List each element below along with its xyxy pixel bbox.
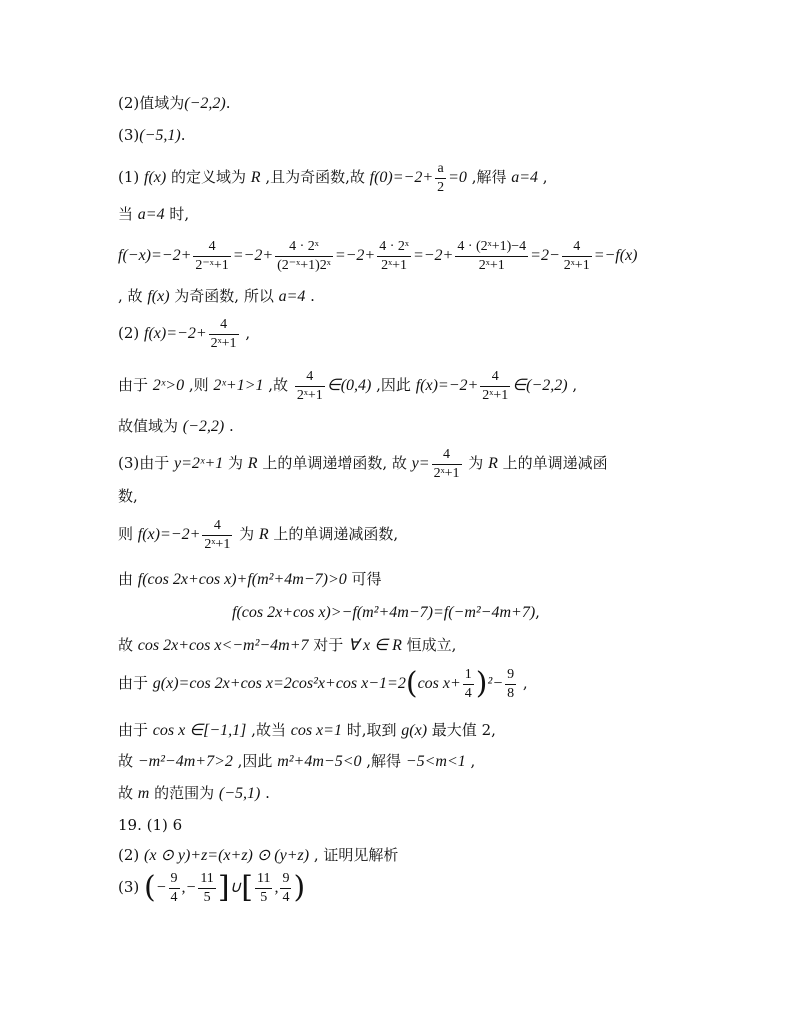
fraction [280,870,291,906]
fraction-denominator: 2ˣ+1 [204,536,231,552]
math-expression: R [250,169,261,186]
math-expression: =0 [448,169,467,186]
line-10 [118,446,608,482]
line-17 [118,721,496,740]
line-9 [118,417,234,436]
fraction [435,160,446,196]
fraction-denominator: 2ˣ+1 [433,465,460,481]
math-expression: ∈(0,4) [326,377,372,394]
math-expression: (−5,1) [139,127,181,144]
math-expression: =2− [530,247,560,264]
math-expression: f(cos 2x+cos x)>−f(m²+4m−7)=f(−m²−4m+7) [232,604,536,621]
text-run: (3) [118,878,145,896]
line-7 [118,316,250,352]
fraction [255,870,272,906]
text-run: ,解得 [466,168,512,186]
math-expression: −m²−4m+7>2 [137,753,233,770]
text-run: 恒成立, [401,636,457,654]
fraction-numerator: a [435,160,446,179]
math-expression: m [137,785,150,802]
text-run: 故 [118,636,138,654]
line-8 [118,368,577,404]
fraction-denominator: 8 [507,685,515,701]
math-expression: =−2+ [334,247,376,264]
text-run: 为奇函数, 所以 [169,287,279,305]
line-11 [118,487,138,505]
fraction-denominator: 4 [170,889,178,905]
line-13 [118,570,382,589]
text-run: , [518,674,528,692]
fraction-denominator: 2 [437,179,445,195]
text-run: 故 [118,784,138,802]
text-run: , [567,376,578,394]
math-expression: (−2,2) [184,95,226,112]
text-run: 对于 [308,636,349,654]
fraction [295,368,325,404]
math-expression: R [488,455,498,472]
line-12 [118,517,398,553]
fraction-denominator: 2ˣ+1 [210,335,237,351]
line-3 [118,160,548,196]
math-expression: −5<m<1 [405,753,466,770]
large-bracket: [ [241,870,253,905]
text-run: . [224,417,234,435]
large-bracket: ( [405,666,418,701]
fraction-denominator: 2ˣ+1 [482,387,509,403]
text-run: , [240,324,251,342]
text-run: 19. (1) 6 [118,816,183,834]
math-expression: f(−x)=−2+ [118,247,192,264]
text-run: 为 [463,454,489,472]
fraction-numerator: 4 · 2ˣ [377,238,411,257]
math-expression: R [258,526,269,543]
large-bracket: ) [475,666,488,701]
line-6 [118,287,315,306]
text-run: , [465,752,476,770]
fraction-numerator: 4 [480,368,510,387]
line-18 [118,752,475,771]
math-expression: y=2ˣ+1 [174,455,224,472]
text-run: (2)值域为 [118,94,185,112]
fraction-denominator: 4 [282,889,290,905]
math-expression: f(cos 2x+cos x)+f(m²+4m−7)>0 [137,571,347,588]
fraction [432,446,462,482]
math-expression: − [155,879,167,896]
fraction-numerator: 9 [280,870,291,889]
text-run: 由于 [118,674,153,692]
line-19 [118,784,270,803]
math-expression: a=4 [511,169,539,186]
fraction-denominator: 2ˣ+1 [381,257,408,273]
text-run: 可得 [346,570,382,588]
text-run: 上的单调递减函 [497,454,608,472]
text-run: 的范围为 [149,784,219,802]
math-expression: y= [411,455,430,472]
fraction-numerator: 4 [562,238,592,257]
large-bracket: ] [217,870,230,905]
line-2 [118,126,185,145]
fraction-numerator: 4 [295,368,325,387]
text-run: . [225,94,231,112]
fraction [198,870,215,906]
fraction-numerator: 9 [505,666,516,685]
fraction-denominator: 2ˣ+1 [478,257,505,273]
fraction-denominator: 2⁻ˣ+1 [195,257,229,273]
text-run: (2) [118,846,145,864]
fraction-numerator: 4 [432,446,462,465]
math-expression: ²− [487,675,504,692]
text-run: . [260,784,270,802]
text-run: 故 [118,752,138,770]
math-expression: , [274,879,279,896]
fraction [455,238,528,274]
math-expression: ∪ [229,879,242,896]
text-run: ,因此 [371,376,416,394]
fraction-denominator: 2ˣ+1 [296,387,323,403]
fraction [209,316,239,352]
line-20 [118,816,182,834]
fraction-denominator: 5 [203,889,211,905]
math-expression: R [247,455,258,472]
text-run: (1) [118,168,145,186]
math-expression: =−2+ [232,247,274,264]
text-run: ,且为奇函数,故 [260,168,370,186]
text-run: ,解得 [361,752,406,770]
math-expression: (−2,2) [182,418,225,435]
text-run: (3)由于 [118,454,175,472]
text-run: (3) [118,126,140,144]
math-expression: f(x)=−2+ [137,526,201,543]
fraction [169,870,180,906]
fraction-numerator: 4 [209,316,239,335]
text-run: 由于 [118,376,153,394]
math-expression: cos x=1 [290,722,342,739]
fraction-denominator: (2⁻ˣ+1)2ˣ [277,257,331,273]
text-run: 由于 [118,721,153,739]
text-run: (2) [118,324,145,342]
line-21 [118,846,398,865]
line-15 [118,636,456,655]
math-expression: g(x)=cos 2x+cos x=2cos²x+cos x−1=2 [152,675,406,692]
math-expression: cos x+ [417,675,461,692]
math-expression: =−2+ [412,247,454,264]
fraction-denominator: 4 [464,685,472,701]
math-expression: a=4 [137,206,165,223]
math-expression: ∈(−2,2) [512,377,568,394]
math-expression: =−f(x) [593,247,638,264]
text-run: 的定义域为 [166,168,251,186]
fraction-denominator: 5 [260,889,268,905]
math-expression: f(x)=−2+ [415,377,479,394]
math-expression: (−5,1) [218,785,261,802]
math-expression: ,− [181,879,197,896]
line-16 [118,666,528,702]
text-run: . [180,126,186,144]
text-run: . [305,287,315,305]
text-run: ,故 [263,376,293,394]
math-expression: ∀ x ∈ R [348,637,402,654]
fraction [275,238,333,274]
text-run: ,则 [184,376,214,394]
math-expression: cos x ∈[−1,1] [152,722,247,739]
fraction [480,368,510,404]
text-run: 为 [234,525,259,543]
large-bracket: ) [293,870,306,905]
math-expression: 2ˣ+1>1 [213,377,264,394]
fraction [193,238,230,274]
fraction [377,238,411,274]
math-expression: f(x)=−2+ [144,325,207,342]
text-run: 时,取到 [341,721,402,739]
math-expression: f(x) [144,169,167,186]
line-1 [118,94,230,113]
text-run: , 故 [118,287,148,305]
text-run: 则 [118,525,138,543]
fraction-numerator: 11 [255,870,272,889]
line-4 [118,205,189,224]
line-5 [118,238,638,274]
fraction-numerator: 4 · (2ˣ+1)−4 [455,238,528,257]
math-expression: cos 2x+cos x<−m²−4m+7 [137,637,309,654]
fraction-numerator: 11 [198,870,215,889]
text-run: , [535,603,540,621]
text-run: 时, [164,205,190,223]
text-run: 故值域为 [118,417,183,435]
text-run: 上的单调递增函数, 故 [257,454,412,472]
text-run: 由 [118,570,138,588]
text-run: 数, [118,487,138,505]
text-run: 上的单调递减函数, [268,525,399,543]
fraction-numerator: 9 [169,870,180,889]
fraction [463,666,474,702]
line-14 [232,603,540,622]
fraction [505,666,516,702]
line-22 [118,870,305,906]
math-expression: g(x) [401,722,428,739]
text-run: , [538,168,548,186]
math-expression: m²+4m−5<0 [277,753,362,770]
text-run: , 证明见解析 [309,846,399,864]
text-run: 为 [223,454,248,472]
math-expression: 2ˣ>0 [152,377,185,394]
text-run: 最大值 2, [427,721,496,739]
fraction-denominator: 2ˣ+1 [563,257,590,273]
math-expression: f(0)=−2+ [369,169,434,186]
fraction-numerator: 4 [193,238,230,257]
text-run: ,故当 [246,721,291,739]
fraction [202,517,232,553]
text-run: ,因此 [232,752,278,770]
fraction-numerator: 4 · 2ˣ [275,238,333,257]
text-run: 当 [118,205,138,223]
fraction-numerator: 1 [463,666,474,685]
fraction-numerator: 4 [202,517,232,536]
math-expression: (x ⊙ y)+z=(x+z) ⊙ (y+z) [144,847,310,864]
math-expression: f(x) [147,288,170,305]
fraction [562,238,592,274]
large-bracket: ( [144,870,156,905]
math-expression: a=4 [278,288,306,305]
